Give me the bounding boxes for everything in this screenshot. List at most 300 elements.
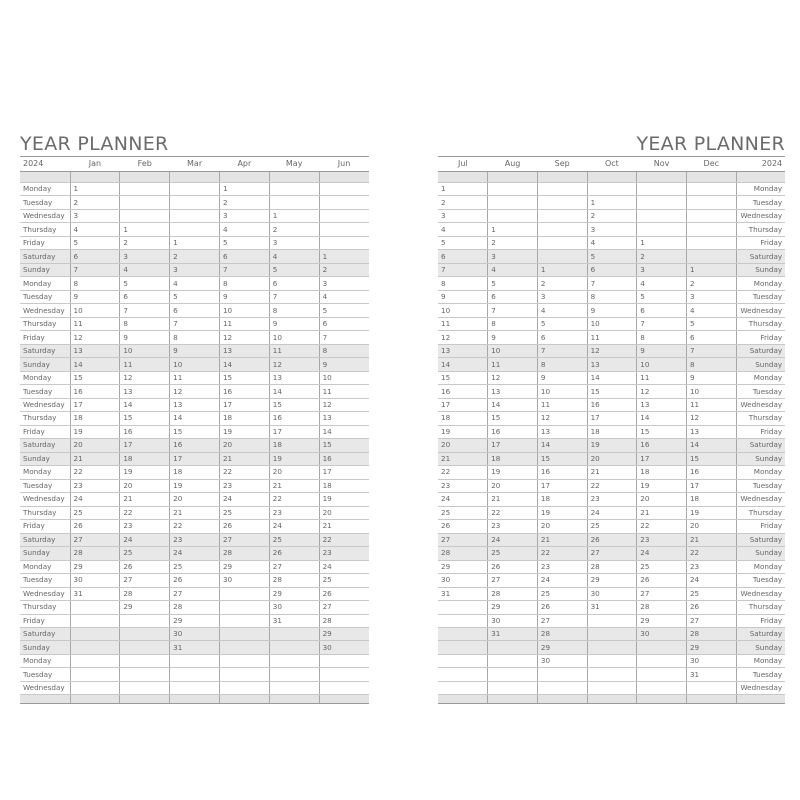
day-row	[438, 439, 785, 452]
date-cell: 15	[537, 452, 587, 465]
month-header: Mar	[170, 157, 220, 172]
band-cell	[587, 695, 637, 704]
weekday-label: Monday	[20, 183, 70, 196]
date-cell: 4	[120, 263, 170, 276]
date-cell: 6	[587, 263, 637, 276]
date-cell: 21	[686, 533, 736, 546]
date-cell: 15	[120, 412, 170, 425]
header-row	[438, 157, 785, 172]
date-cell: 9	[537, 371, 587, 384]
day-row	[20, 425, 369, 438]
date-cell	[170, 668, 220, 681]
weekday-label: Wednesday	[736, 209, 785, 222]
weekday-label: Wednesday	[736, 587, 785, 600]
band-cell	[438, 695, 488, 704]
date-cell: 24	[319, 560, 369, 573]
date-cell: 14	[537, 439, 587, 452]
date-cell	[488, 196, 538, 209]
weekday-label: Saturday	[20, 344, 70, 357]
date-cell: 2	[488, 236, 538, 249]
date-cell: 13	[120, 385, 170, 398]
date-cell: 6	[120, 290, 170, 303]
date-cell	[319, 681, 369, 694]
date-cell	[637, 641, 687, 654]
day-row	[438, 560, 785, 573]
date-cell	[219, 587, 269, 600]
band-cell	[20, 695, 70, 704]
weekday-label: Saturday	[736, 439, 785, 452]
weekday-label: Wednesday	[20, 493, 70, 506]
date-cell: 28	[587, 560, 637, 573]
date-cell: 22	[438, 466, 488, 479]
weekday-label: Wednesday	[736, 304, 785, 317]
date-cell: 25	[120, 547, 170, 560]
month-header: Feb	[120, 157, 170, 172]
date-cell: 22	[587, 479, 637, 492]
weekday-label: Tuesday	[736, 290, 785, 303]
date-cell: 14	[488, 398, 538, 411]
date-cell: 23	[488, 520, 538, 533]
month-header: Jul	[438, 157, 488, 172]
date-cell	[537, 681, 587, 694]
date-cell: 28	[438, 547, 488, 560]
date-cell: 25	[269, 533, 319, 546]
date-cell: 18	[637, 466, 687, 479]
date-cell: 18	[219, 412, 269, 425]
date-cell: 19	[219, 425, 269, 438]
weekday-label: Wednesday	[736, 398, 785, 411]
date-cell: 18	[686, 493, 736, 506]
weekday-label: Wednesday	[736, 681, 785, 694]
date-cell: 8	[537, 358, 587, 371]
date-cell: 22	[120, 506, 170, 519]
day-row	[20, 263, 369, 276]
date-cell: 30	[438, 574, 488, 587]
date-cell: 5	[120, 277, 170, 290]
date-cell: 1	[637, 236, 687, 249]
weekday-label: Friday	[736, 614, 785, 627]
date-cell: 12	[438, 331, 488, 344]
date-cell: 6	[319, 317, 369, 330]
date-cell: 12	[686, 412, 736, 425]
date-cell: 16	[170, 439, 220, 452]
date-cell	[686, 183, 736, 196]
date-cell: 16	[686, 466, 736, 479]
weekday-label: Friday	[736, 520, 785, 533]
band-cell	[219, 172, 269, 183]
day-row	[438, 331, 785, 344]
date-cell: 28	[120, 587, 170, 600]
band-cell	[70, 172, 120, 183]
date-cell: 13	[219, 344, 269, 357]
date-cell: 15	[488, 412, 538, 425]
weekday-label: Saturday	[736, 533, 785, 546]
date-cell	[488, 183, 538, 196]
day-row	[20, 493, 369, 506]
date-cell: 5	[170, 290, 220, 303]
date-cell: 8	[269, 304, 319, 317]
date-cell	[438, 627, 488, 640]
date-cell: 9	[70, 290, 120, 303]
date-cell: 13	[686, 425, 736, 438]
date-cell: 29	[219, 560, 269, 573]
date-cell: 27	[438, 533, 488, 546]
date-cell: 24	[587, 506, 637, 519]
date-cell: 17	[438, 398, 488, 411]
day-row	[438, 681, 785, 694]
date-cell: 25	[637, 560, 687, 573]
date-cell: 15	[587, 385, 637, 398]
date-cell: 15	[269, 398, 319, 411]
date-cell: 28	[319, 614, 369, 627]
day-row	[438, 290, 785, 303]
date-cell: 26	[686, 601, 736, 614]
date-cell: 24	[637, 547, 687, 560]
band-cell	[537, 695, 587, 704]
day-row	[20, 627, 369, 640]
date-cell: 28	[70, 547, 120, 560]
date-cell: 29	[488, 601, 538, 614]
day-row	[438, 236, 785, 249]
date-cell	[269, 668, 319, 681]
date-cell: 26	[219, 520, 269, 533]
date-cell: 8	[319, 344, 369, 357]
date-cell: 14	[686, 439, 736, 452]
band-cell	[20, 172, 70, 183]
date-cell	[120, 627, 170, 640]
date-cell: 17	[587, 412, 637, 425]
day-row	[20, 641, 369, 654]
date-cell	[686, 681, 736, 694]
date-cell	[637, 668, 687, 681]
date-cell: 25	[319, 574, 369, 587]
date-cell: 27	[686, 614, 736, 627]
date-cell: 28	[488, 587, 538, 600]
date-cell	[319, 236, 369, 249]
day-row	[438, 479, 785, 492]
date-cell: 19	[120, 466, 170, 479]
date-cell: 29	[70, 560, 120, 573]
weekday-label: Monday	[736, 560, 785, 573]
date-cell: 1	[170, 236, 220, 249]
date-cell	[120, 196, 170, 209]
date-cell: 17	[319, 466, 369, 479]
date-cell: 28	[637, 601, 687, 614]
date-cell: 19	[686, 506, 736, 519]
band-cell	[637, 172, 687, 183]
date-cell: 15	[319, 439, 369, 452]
date-cell: 2	[170, 250, 220, 263]
band-cell	[736, 172, 785, 183]
date-cell: 8	[488, 317, 538, 330]
day-row	[438, 209, 785, 222]
date-cell	[637, 196, 687, 209]
date-cell: 20	[319, 506, 369, 519]
date-cell: 22	[637, 520, 687, 533]
weekday-label: Saturday	[20, 627, 70, 640]
date-cell	[537, 250, 587, 263]
day-row	[20, 183, 369, 196]
date-cell: 3	[219, 209, 269, 222]
date-cell: 21	[488, 493, 538, 506]
date-cell: 30	[70, 574, 120, 587]
date-cell: 22	[269, 493, 319, 506]
date-cell: 4	[219, 223, 269, 236]
date-cell: 5	[70, 236, 120, 249]
month-header: May	[269, 157, 319, 172]
date-cell: 6	[438, 250, 488, 263]
date-cell: 10	[488, 344, 538, 357]
date-cell: 11	[488, 358, 538, 371]
date-cell: 23	[587, 493, 637, 506]
date-cell: 18	[438, 412, 488, 425]
date-cell: 13	[488, 385, 538, 398]
weekday-label: Wednesday	[20, 587, 70, 600]
weekday-label: Thursday	[20, 506, 70, 519]
date-cell: 24	[219, 493, 269, 506]
weekday-label: Monday	[736, 371, 785, 384]
date-cell: 24	[686, 574, 736, 587]
date-cell	[269, 681, 319, 694]
day-row	[20, 520, 369, 533]
day-row	[438, 533, 785, 546]
date-cell: 25	[219, 506, 269, 519]
date-cell	[120, 681, 170, 694]
day-row	[438, 223, 785, 236]
date-cell: 11	[219, 317, 269, 330]
day-row	[20, 439, 369, 452]
date-cell: 26	[438, 520, 488, 533]
date-cell	[488, 209, 538, 222]
date-cell: 6	[488, 290, 538, 303]
date-cell: 30	[219, 574, 269, 587]
year-label: 2024	[20, 157, 70, 172]
date-cell: 19	[488, 466, 538, 479]
weekday-label: Wednesday	[20, 681, 70, 694]
date-cell: 25	[488, 547, 538, 560]
date-cell: 11	[170, 371, 220, 384]
date-cell	[70, 614, 120, 627]
day-row	[20, 681, 369, 694]
date-cell: 1	[120, 223, 170, 236]
date-cell	[170, 209, 220, 222]
date-cell: 20	[219, 439, 269, 452]
date-cell: 23	[120, 520, 170, 533]
date-cell	[587, 183, 637, 196]
date-cell: 17	[637, 452, 687, 465]
date-cell: 18	[120, 452, 170, 465]
weekday-label: Tuesday	[736, 574, 785, 587]
weekday-label: Thursday	[736, 317, 785, 330]
date-cell: 16	[120, 425, 170, 438]
date-cell: 30	[319, 641, 369, 654]
date-cell: 23	[637, 533, 687, 546]
band-cell	[269, 695, 319, 704]
day-row	[20, 236, 369, 249]
date-cell: 14	[587, 371, 637, 384]
date-cell	[488, 641, 538, 654]
date-cell	[219, 681, 269, 694]
date-cell: 7	[269, 290, 319, 303]
date-cell: 14	[269, 385, 319, 398]
date-cell	[70, 668, 120, 681]
date-cell: 14	[438, 358, 488, 371]
date-cell: 23	[170, 533, 220, 546]
date-cell: 22	[70, 466, 120, 479]
date-cell	[269, 627, 319, 640]
date-cell	[170, 654, 220, 667]
weekday-label: Monday	[20, 277, 70, 290]
date-cell: 20	[488, 479, 538, 492]
date-cell: 24	[269, 520, 319, 533]
right-page-title: YEAR PLANNER	[636, 133, 785, 155]
date-cell: 30	[537, 654, 587, 667]
date-cell: 17	[269, 425, 319, 438]
band-cell	[488, 695, 538, 704]
date-cell: 9	[686, 371, 736, 384]
date-cell: 3	[438, 209, 488, 222]
date-cell	[686, 250, 736, 263]
date-cell: 26	[170, 574, 220, 587]
date-cell	[438, 654, 488, 667]
date-cell: 10	[686, 385, 736, 398]
date-cell	[269, 641, 319, 654]
date-cell: 27	[587, 547, 637, 560]
band-cell	[319, 172, 369, 183]
date-cell: 14	[70, 358, 120, 371]
date-cell: 6	[537, 331, 587, 344]
date-cell: 26	[269, 547, 319, 560]
weekday-label: Saturday	[20, 439, 70, 452]
day-row	[438, 654, 785, 667]
date-cell: 9	[587, 304, 637, 317]
weekday-label: Tuesday	[736, 385, 785, 398]
day-row	[20, 452, 369, 465]
date-cell: 5	[488, 277, 538, 290]
date-cell: 26	[120, 560, 170, 573]
date-cell	[269, 183, 319, 196]
day-row	[438, 601, 785, 614]
date-cell: 24	[170, 547, 220, 560]
date-cell: 4	[637, 277, 687, 290]
date-cell: 19	[537, 506, 587, 519]
weekday-label: Thursday	[20, 223, 70, 236]
day-row	[438, 520, 785, 533]
day-row	[438, 183, 785, 196]
band-cell	[170, 695, 220, 704]
date-cell: 5	[438, 236, 488, 249]
date-cell	[219, 641, 269, 654]
date-cell: 15	[170, 425, 220, 438]
date-cell	[686, 223, 736, 236]
date-cell: 10	[219, 304, 269, 317]
day-row	[20, 412, 369, 425]
date-cell: 26	[587, 533, 637, 546]
date-cell: 6	[219, 250, 269, 263]
date-cell: 14	[120, 398, 170, 411]
date-cell: 5	[537, 317, 587, 330]
date-cell	[587, 614, 637, 627]
day-row	[20, 587, 369, 600]
weekday-label: Monday	[736, 466, 785, 479]
date-cell: 24	[70, 493, 120, 506]
date-cell: 22	[488, 506, 538, 519]
date-cell: 20	[537, 520, 587, 533]
day-row	[438, 547, 785, 560]
date-cell: 31	[438, 587, 488, 600]
weekday-label: Friday	[736, 425, 785, 438]
day-row	[438, 574, 785, 587]
date-cell: 21	[120, 493, 170, 506]
weekday-label: Friday	[736, 331, 785, 344]
weekday-label: Tuesday	[736, 196, 785, 209]
date-cell: 1	[537, 263, 587, 276]
date-cell: 7	[70, 263, 120, 276]
date-cell: 10	[70, 304, 120, 317]
date-cell: 28	[686, 627, 736, 640]
date-cell: 11	[686, 398, 736, 411]
weekday-label: Sunday	[736, 547, 785, 560]
date-cell: 2	[438, 196, 488, 209]
date-cell: 5	[219, 236, 269, 249]
date-cell: 29	[438, 560, 488, 573]
date-cell: 3	[637, 263, 687, 276]
band-cell	[269, 172, 319, 183]
date-cell: 25	[170, 560, 220, 573]
band-cell	[120, 695, 170, 704]
date-cell: 13	[319, 412, 369, 425]
date-cell	[269, 654, 319, 667]
date-cell: 13	[637, 398, 687, 411]
date-cell: 13	[438, 344, 488, 357]
date-cell: 27	[637, 587, 687, 600]
date-cell: 16	[637, 439, 687, 452]
weekday-label: Sunday	[20, 547, 70, 560]
header-band	[20, 172, 369, 183]
date-cell: 26	[488, 560, 538, 573]
date-cell: 20	[686, 520, 736, 533]
weekday-label: Tuesday	[20, 479, 70, 492]
date-cell: 20	[170, 493, 220, 506]
date-cell	[219, 654, 269, 667]
date-cell	[537, 668, 587, 681]
date-cell: 14	[170, 412, 220, 425]
date-cell: 10	[537, 385, 587, 398]
day-row	[438, 196, 785, 209]
date-cell: 9	[170, 344, 220, 357]
date-cell: 19	[637, 479, 687, 492]
date-cell: 29	[319, 627, 369, 640]
date-cell: 3	[686, 290, 736, 303]
weekday-label: Friday	[20, 425, 70, 438]
date-cell: 27	[170, 587, 220, 600]
date-cell	[438, 614, 488, 627]
date-cell: 29	[269, 587, 319, 600]
month-header: Jun	[319, 157, 369, 172]
date-cell: 25	[70, 506, 120, 519]
day-row	[20, 331, 369, 344]
date-cell: 6	[686, 331, 736, 344]
date-cell: 4	[319, 290, 369, 303]
day-row	[438, 452, 785, 465]
date-cell	[637, 183, 687, 196]
date-cell: 16	[537, 466, 587, 479]
date-cell	[686, 236, 736, 249]
day-row	[20, 209, 369, 222]
date-cell	[686, 196, 736, 209]
date-cell: 10	[170, 358, 220, 371]
date-cell: 22	[319, 533, 369, 546]
